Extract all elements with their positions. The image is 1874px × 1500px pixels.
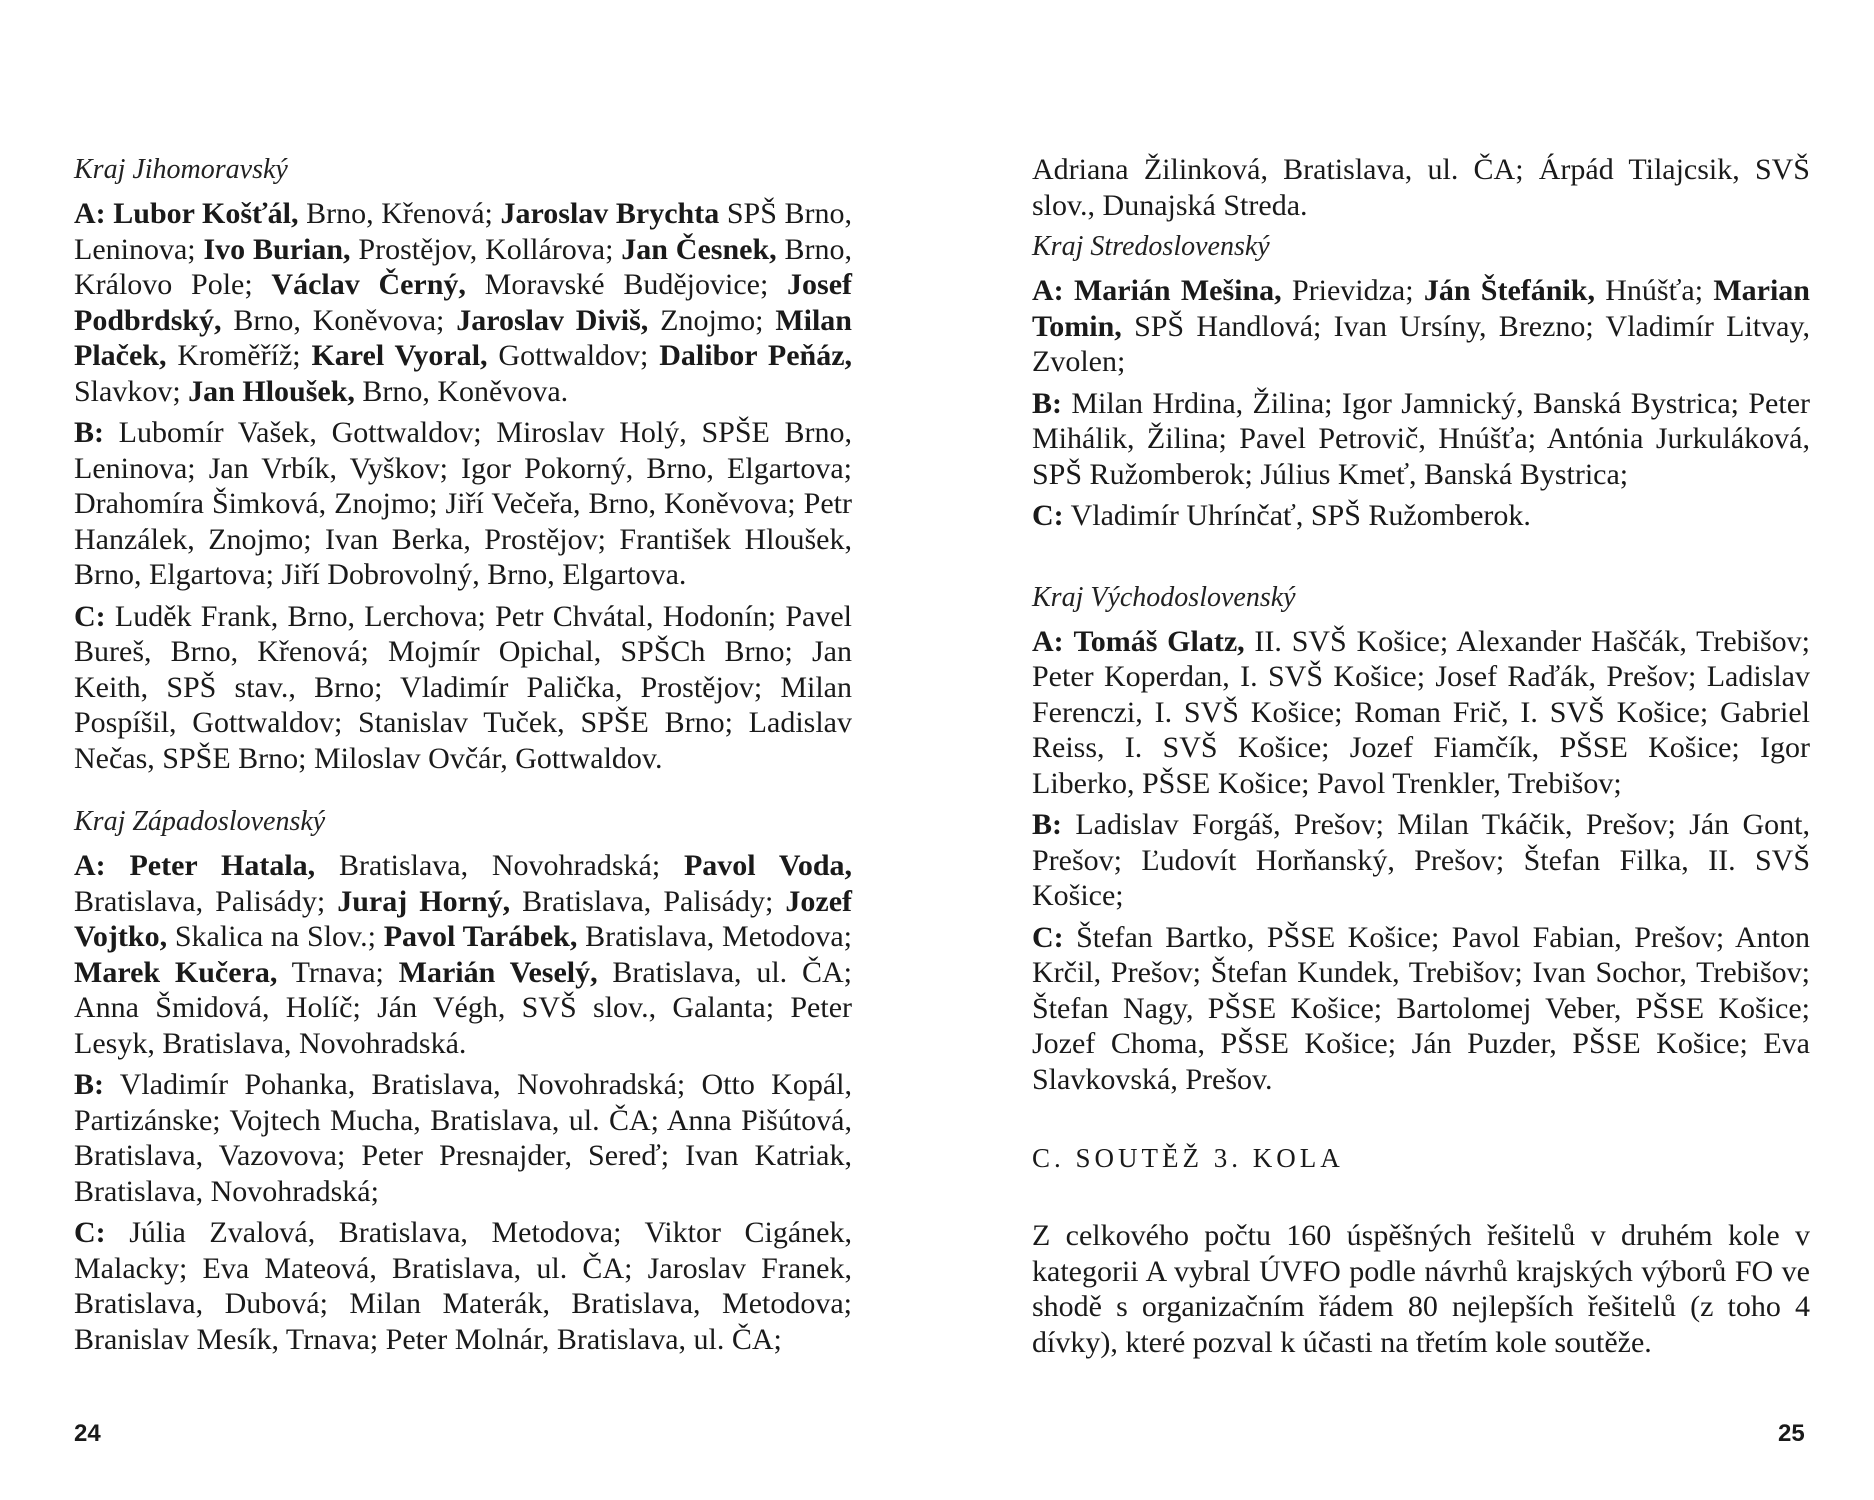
bold-name: Lubor Košťál, [113, 197, 299, 230]
category-label: A: [74, 849, 106, 882]
category-label: B: [1032, 808, 1062, 841]
region-heading-zapadoslovensky: Kraj Západoslovenský [74, 806, 326, 837]
region-heading-jihomoravsky: Kraj Jihomoravský [74, 154, 288, 185]
category-label: C: [74, 1216, 106, 1249]
text-run: II. SVŠ Košice; Alexander Haščák, Trebišov; Peter Koperdan, I. SVŠ Košice; Josef Raďák, Prešov; Ladislav Ferenczi, I. SVŠ Košice; Roman Frič, I. SVŠ Košice; Gabriel Reiss, I. SVŠ Košice; Jozef Fiamčík, PŠSE Košice; Igor Liberko, PŠSE Košice; Pavol Trenkler, Trebišov; [1032, 624, 1810, 800]
text-run: Brno, Křenová; [298, 197, 501, 230]
text-run: Bratislava, Palisády; [74, 884, 338, 918]
text-run [1064, 625, 1074, 658]
bold-name: Marian Tomin, [1032, 274, 1810, 343]
category-b-list-jihomoravsky [74, 415, 852, 593]
text-run: Prostějov, Kollárova; [350, 232, 622, 266]
text-run [1064, 274, 1074, 307]
text-run: Prievidza; [1281, 274, 1424, 307]
category-c-list-jihomoravsky [74, 599, 852, 777]
category-c-list-zapadoslovensky-continued [1032, 152, 1810, 223]
category-label: B: [1032, 386, 1062, 420]
bold-name: Karel Vyoral, [311, 339, 488, 372]
text-run: Lubomír Vašek, Gottwaldov; Miroslav Holý, SPŠE Brno, Leninova; Jan Vrbík, Vyškov; Igor Pokorný, Brno, Elgartova; Drahomíra Šimková, Znojmo; Jiří Večeřa, Brno, Koněvova; Petr Hanzálek, Znojmo; Ivan Berka, Prostějov; František Hloušek, Brno, Elgartova; Jiří Dobrovolný, Brno, Elgartova. [74, 416, 852, 591]
category-label: A: [1032, 624, 1064, 658]
bold-name: Václav Černý, [271, 268, 466, 301]
bold-name: Jan Hloušek, [188, 374, 355, 408]
bold-name: Jozef Vojtko, [74, 884, 853, 953]
bold-name: Marián Veselý, [398, 955, 598, 989]
category-label: B: [74, 1068, 104, 1101]
text-run: Skalica na Slov.; [167, 920, 384, 953]
region-heading-stredoslovensky: Kraj Stredoslovenský [1032, 231, 1270, 262]
text-run: Bratislava, Palisády; [510, 884, 786, 918]
category-label: C: [1032, 499, 1064, 532]
category-c-list-zapadoslovensky [74, 1215, 852, 1357]
bold-name: Josef Podbrdský, [74, 268, 853, 337]
text-run [106, 849, 130, 882]
bold-name: Dalibor Peňáz, [659, 339, 853, 372]
category-label: C: [1032, 920, 1064, 954]
text-run: Brno, Koněvova. [354, 374, 569, 408]
category-label: A: [74, 197, 106, 230]
text-run: Slavkov; [74, 374, 189, 408]
right-page [1032, 152, 1810, 1366]
page-number-right: 25 [1778, 1420, 1805, 1447]
text-run: Júlia Zvalová, Bratislava, Metodova; Viktor Cigánek, Malacky; Eva Mateová, Bratislava, ul. ČA; Jaroslav Franek, Bratislava, Dubová; Milan Materák, Bratislava, Metodova; Branislav Mesík, Trnava; Peter Molnár, Bratislava, ul. ČA; [74, 1216, 852, 1356]
page-number-left: 24 [74, 1420, 101, 1447]
category-c-list-vychodoslovensky [1032, 920, 1810, 1098]
text-run: Hnúšťa; [1595, 274, 1714, 307]
text-run: Vladimír Pohanka, Bratislava, Novohradská; Otto Kopál, Partizánske; Vojtech Mucha, Bratislava, ul. ČA; Anna Pišútová, Bratislava, Vazovova; Peter Presnajder, Sereď; Ivan Katriak, Bratislava, Novohradská; [74, 1068, 852, 1208]
bold-name: Marián Mešina, [1073, 274, 1282, 307]
category-c-list-stredoslovensky [1032, 498, 1810, 534]
text-run: SPŠ Handlová; Ivan Ursíny, Brezno; Vladimír Litvay, Zvolen; [1032, 309, 1810, 378]
section-text: Z celkového počtu 160 úspěšných řešitelů v druhém kole v kategorii A vybral ÚVFO podle návrhů krajských výborů FO ve shodě s organizačním řádem 80 nejlepších řešitelů (z toho 4 dívky), které pozval k účasti na třetím kole soutěže. [1032, 1219, 1810, 1359]
category-b-list-zapadoslovensky [74, 1067, 852, 1209]
text-run: Moravské Budějovice; [465, 268, 788, 301]
category-a-list-vychodoslovensky [1032, 624, 1810, 802]
text-run: Štefan Bartko, PŠSE Košice; Pavol Fabian, Prešov; Anton Krčil, Prešov; Štefan Kundek, Trebišov; Ivan Sochor, Trebišov; Štefan Nagy, PŠSE Košice; Bartolomej Veber, PŠSE Košice; Jozef Choma, PŠSE Košice; Ján Puzder, PŠSE Košice; Eva Slavkovská, Prešov. [1032, 920, 1810, 1096]
bold-name: Pavol Voda, [683, 849, 853, 882]
text-run: Znojmo; [648, 303, 776, 337]
bold-name: Ján Štefánik, [1423, 274, 1595, 307]
bold-name: Jan Česnek, [621, 232, 777, 266]
bold-name: Milan Plaček, [74, 303, 852, 372]
text-run: Milan Hrdina, Žilina; Igor Jamnický, Banská Bystrica; Peter Mihálik, Žilina; Pavel Petrovič, Hnúšťa; Antónia Jurkuláková, SPŠ Ružomberok; Július Kmeť, Banská Bystrica; [1032, 386, 1810, 491]
category-label: A: [1032, 274, 1064, 307]
category-a-list-zapadoslovensky [74, 848, 852, 1061]
text-run: Vladimír Uhrínčať, SPŠ Ružomberok. [1063, 499, 1531, 532]
section-title: C. SOUTĚŽ 3. KOLA [1032, 1143, 1344, 1173]
text-run: Bratislava, Metodova; [577, 920, 853, 953]
text-run: SPŠ Brno, Leninova; [74, 197, 852, 266]
text-run: Kroměříž; [166, 339, 312, 372]
bold-name: Jaroslav Brychta [500, 197, 720, 230]
region-heading-vychodoslovensky: Kraj Východoslovenský [1032, 581, 1296, 613]
text-run: Gottwaldov; [487, 339, 660, 372]
category-a-list-stredoslovensky [1032, 273, 1810, 380]
text-run: Ladislav Forgáš, Prešov; Milan Tkáčik, Prešov; Ján Gont, Prešov; Ľudovít Horňanský, Prešov; Štefan Filka, II. SVŠ Košice; [1032, 808, 1810, 912]
category-b-list-vychodoslovensky [1032, 807, 1810, 914]
bold-name: Jaroslav Diviš, [456, 303, 649, 337]
bold-name: Marek Kučera, [74, 955, 278, 989]
bold-name: Peter Hatala, [129, 849, 316, 882]
category-a-list-jihomoravsky [74, 196, 852, 409]
text-run: Brno, Královo Pole; [74, 232, 852, 301]
text-run: Adriana Žilinková, Bratislava, ul. ČA; Árpád Tilajcsik, SVŠ slov., Dunajská Streda. [1032, 153, 1810, 222]
text-run: Bratislava, Novohradská; [315, 849, 684, 882]
category-b-list-stredoslovensky [1032, 386, 1810, 493]
bold-name: Ivo Burian, [203, 232, 351, 266]
text-run: Trnava; [277, 955, 399, 989]
bold-name: Tomáš Glatz, [1073, 624, 1245, 658]
text-run: Brno, Koněvova; [221, 303, 457, 337]
text-run: Bratislava, ul. ČA; Anna Šmidová, Holíč; Ján Végh, SVŠ slov., Galanta; Peter Lesyk, Bratislava, Novohradská. [74, 955, 852, 1060]
left-page [74, 152, 852, 1363]
category-label: C: [74, 599, 106, 633]
bold-name: Pavol Tarábek, [383, 920, 578, 953]
bold-name: Juraj Horný, [337, 884, 511, 918]
category-label: B: [74, 416, 104, 449]
text-run: Luděk Frank, Brno, Lerchova; Petr Chvátal, Hodonín; Pavel Bureš, Brno, Křenová; Mojmír Opichal, SPŠCh Brno; Jan Keith, SPŠ stav., Brno; Vladimír Palička, Prostějov; Milan Pospíšil, Gottwaldov; Stanislav Tuček, SPŠE Brno; Ladislav Nečas, SPŠE Brno; Miloslav Ovčár, Gottwaldov. [74, 599, 852, 775]
